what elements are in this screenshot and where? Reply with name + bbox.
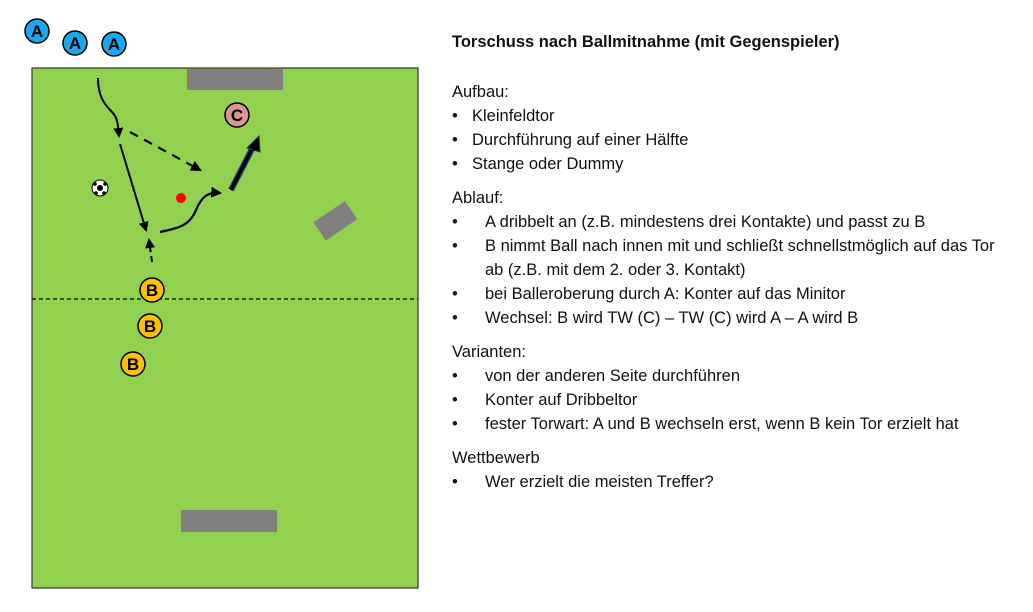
- player-b-2: [138, 314, 162, 338]
- svg-text:A: A: [68, 34, 82, 53]
- bullet-list: [452, 364, 1012, 436]
- top-goal: [187, 69, 283, 90]
- bullet-list: [452, 104, 1012, 176]
- player-a-2: [63, 31, 87, 55]
- list-item: • Wechsel: B wird TW (C) – TW (C) wird A – A wird B: [452, 306, 1012, 330]
- list-item: • von der anderen Seite durchführen: [452, 364, 1012, 388]
- svg-text:A: A: [107, 35, 121, 54]
- bullet-list: [452, 470, 1012, 494]
- ball-icon: [92, 180, 108, 196]
- section-heading: Varianten:: [452, 343, 526, 361]
- section-heading: Wettbewerb: [452, 449, 540, 467]
- bottom-goal: [181, 510, 277, 532]
- list-item: • fester Torwart: A und B wechseln erst, wenn B kein Tor erzielt hat: [452, 412, 1012, 436]
- svg-text:A: A: [30, 22, 44, 41]
- svg-text:B: B: [143, 317, 157, 336]
- drill-title: Torschuss nach Ballmitnahme (mit Gegenspieler): [452, 33, 840, 51]
- svg-text:B: B: [145, 281, 159, 300]
- list-item: • A dribbelt an (z.B. mindestens drei Kontakte) und passt zu B: [452, 210, 1012, 234]
- section-4: [452, 446, 1012, 494]
- list-item: • Kleinfeldtor: [452, 104, 1012, 128]
- player-a-1: [25, 19, 49, 43]
- player-b-1: [140, 278, 164, 302]
- list-item: • Durchführung auf einer Hälfte: [452, 128, 1012, 152]
- section-heading: Ablauf:: [452, 189, 504, 207]
- section-2: [452, 186, 1012, 330]
- section-1: [452, 80, 1012, 176]
- list-item: • B nimmt Ball nach innen mit und schließt schnellstmöglich auf das Tor ab (z.B. mit dem 2. oder 3. Kontakt): [452, 234, 1012, 282]
- player-a-3: [102, 32, 126, 56]
- cone-marker: [176, 193, 186, 203]
- bullet-list: [452, 210, 1012, 330]
- section-heading: Aufbau:: [452, 83, 509, 101]
- player-b-3: [121, 352, 145, 376]
- svg-text:C: C: [230, 106, 244, 125]
- description-panel: [452, 30, 1012, 504]
- list-item: • bei Balleroberung durch A: Konter auf das Minitor: [452, 282, 1012, 306]
- list-item: • Wer erzielt die meisten Treffer?: [452, 470, 1012, 494]
- list-item: • Konter auf Dribbeltor: [452, 388, 1012, 412]
- field-diagram: [0, 0, 440, 612]
- player-c-goalkeeper: [225, 103, 249, 127]
- section-3: [452, 340, 1012, 436]
- svg-text:B: B: [126, 355, 140, 374]
- list-item: • Stange oder Dummy: [452, 152, 1012, 176]
- sections-container: [452, 80, 1012, 494]
